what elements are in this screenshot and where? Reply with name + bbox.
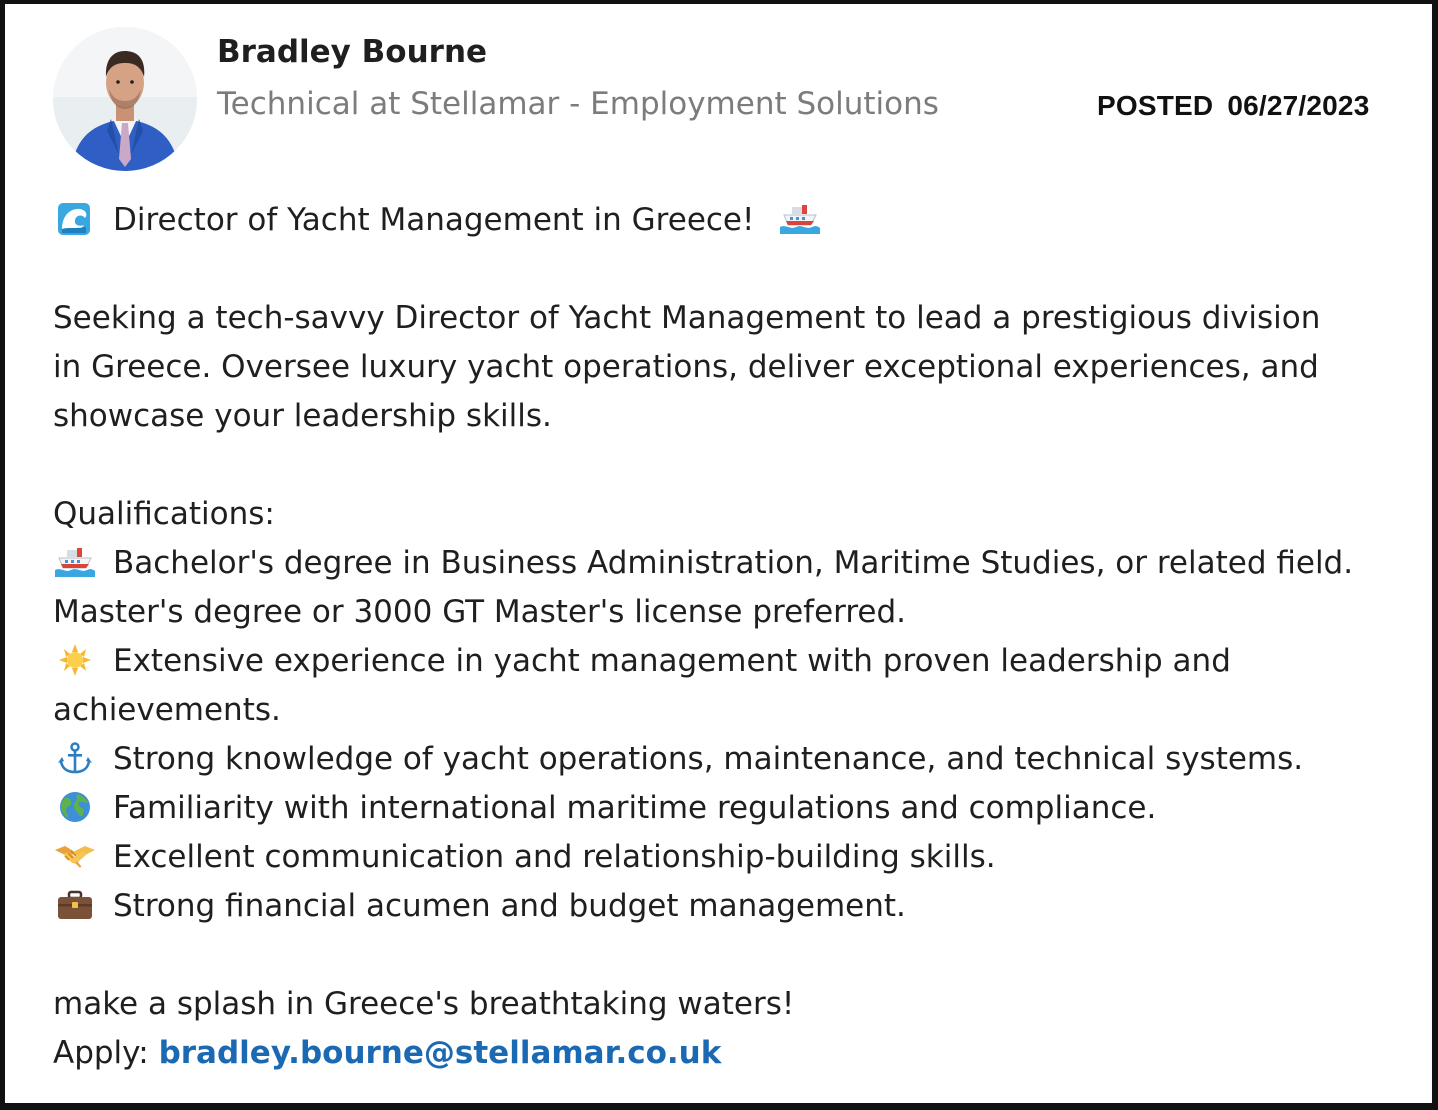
qualification-item [53, 637, 1393, 686]
spacer [53, 441, 1393, 490]
anchor-icon [53, 742, 97, 774]
avatar[interactable] [53, 27, 197, 171]
post-title: Director of Yacht Management in Greece! [113, 202, 755, 238]
sun-icon [53, 644, 97, 676]
qualification-item [53, 833, 1393, 882]
posted-date [1097, 90, 1369, 122]
qualifications-heading: Qualifications: [53, 496, 275, 532]
post-title-line [53, 196, 1393, 245]
wave-icon [53, 203, 97, 235]
spacer [53, 931, 1393, 980]
apply-line [53, 1029, 1393, 1078]
qualification-text: Excellent communication and relationship-building skills. [113, 839, 996, 875]
intro-line: Seeking a tech-savvy Director of Yacht Management to lead a prestigious division [53, 300, 1321, 336]
qualification-item [53, 735, 1393, 784]
closing-line: make a splash in Greece's breathtaking waters! [53, 986, 795, 1022]
handshake-icon [53, 840, 97, 872]
qualification-item [53, 539, 1393, 588]
qualification-text: Strong knowledge of yacht operations, maintenance, and technical systems. [113, 741, 1304, 777]
posted-date-value: 06/27/2023 [1227, 90, 1370, 121]
spacer [53, 245, 1393, 294]
post-body [53, 196, 1393, 1078]
qualification-item [53, 784, 1393, 833]
intro-line: showcase your leadership skills. [53, 398, 552, 434]
intro-line: in Greece. Oversee luxury yacht operations, deliver exceptional experiences, and [53, 349, 1319, 385]
apply-label: Apply: [53, 1035, 149, 1071]
briefcase-icon [53, 889, 97, 921]
qualification-text: Strong financial acumen and budget management. [113, 888, 906, 924]
qualification-item [53, 882, 1393, 931]
ship-icon [778, 203, 822, 235]
qualification-text: Extensive experience in yacht management with proven leadership and [113, 643, 1231, 679]
apply-email-link[interactable]: bradley.bourne@stellamar.co.uk [158, 1035, 722, 1071]
qualification-text: Familiarity with international maritime regulations and compliance. [113, 790, 1157, 826]
author-headline: Technical at Stellamar - Employment Solutions [217, 86, 939, 122]
author-name[interactable]: Bradley Bourne [217, 34, 488, 70]
qualification-text: Bachelor's degree in Business Administration, Maritime Studies, or related field. [113, 545, 1354, 581]
qualification-text-continued: Master's degree or 3000 GT Master's license preferred. [53, 594, 907, 630]
qualification-text-continued: achievements. [53, 692, 281, 728]
globe-icon [53, 791, 97, 823]
posted-label: POSTED [1097, 90, 1214, 121]
ship-icon [53, 546, 97, 578]
